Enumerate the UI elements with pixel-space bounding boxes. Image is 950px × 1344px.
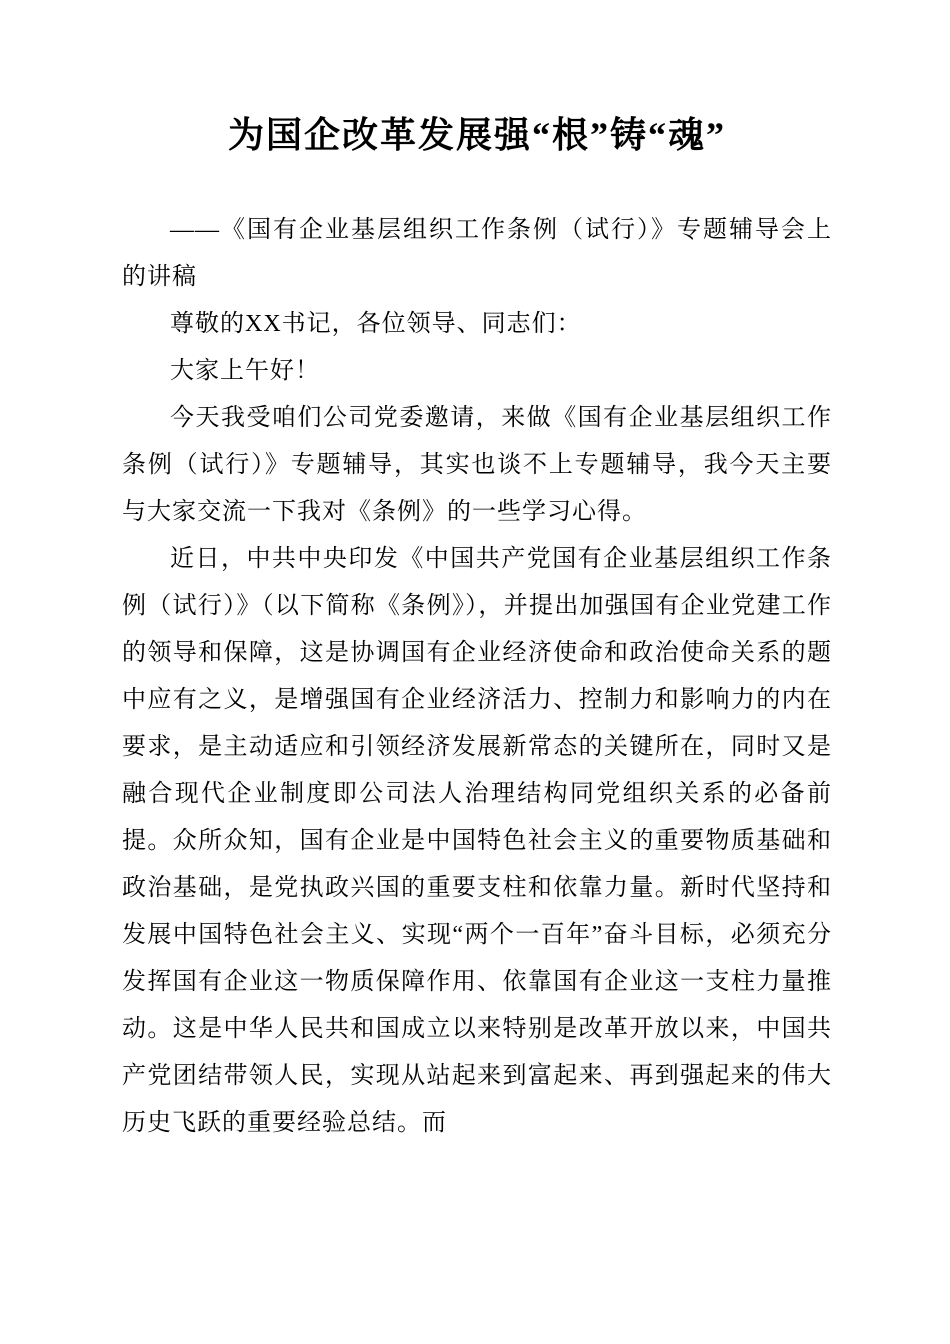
document-title: 为国企改革发展强“根”铸“魂” — [227, 115, 726, 155]
paragraph-salutation: 尊敬的XX书记，各位领导、同志们： — [170, 310, 582, 337]
paragraph-intro: 今天我受咱们公司党委邀请，来做《国有企业基层组织工作条例（试行）》专题辅导，其实也谈不上专题辅导，我今天主要与大家交流一下我对《条例》的一些学习心得。 — [122, 404, 832, 525]
document-body — [122, 207, 832, 1147]
paragraph-greeting: 大家上午好！ — [170, 357, 320, 384]
paragraph-main: 近日，中共中央印发《中国共产党国有企业基层组织工作条例（试行）》（以下简称《条例》），并提出加强国有企业党建工作的领导和保障，这是协调国有企业经济使命和政治使命关系的题中应有之义，是增强国有企业经济活力、控制力和影响力的内在要求，是主动适应和引领经济发展新常态的关键所在，同时又是融合现代企业制度即公司法人治理结构同党组织关系的必备前提。众所众知，国有企业是中国特色社会主义的重要物质基础和政治基础，是党执政兴国的重要支柱和依靠力量。新时代坚持和发展中国特色社会主义、实现“两个一百年”奋斗目标，必须充分发挥国有企业这一物质保障作用、依靠国有企业这一支柱力量推动。这是中华人民共和国成立以来特别是改革开放以来，中国共产党团结带领人民，实现从站起来到富起来、再到强起来的伟大历史飞跃的重要经验总结。而 — [122, 545, 832, 1136]
paragraph-subtitle: ——《国有企业基层组织工作条例（试行）》专题辅导会上的讲稿 — [122, 216, 832, 290]
